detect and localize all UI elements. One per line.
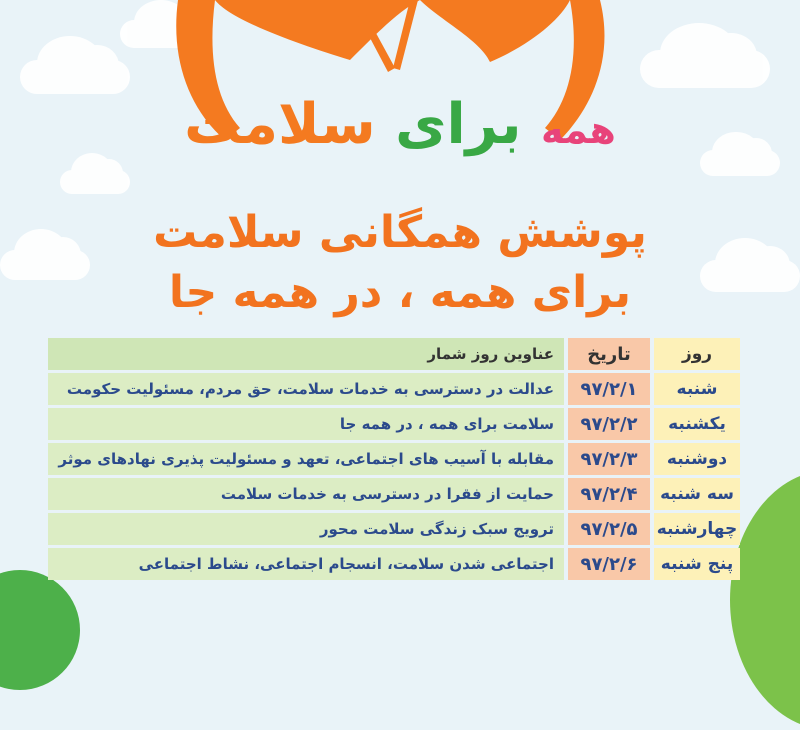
row-title: ترویج سبک زندگی سلامت محور — [48, 513, 564, 545]
row-title: مقابله با آسیب های اجتماعی، تعهد و مسئولیت پذیری نهادهای موثر — [48, 443, 564, 475]
title-word-3: همه — [541, 108, 616, 152]
header-date: تاریخ — [568, 338, 650, 370]
row-day: یکشنبه — [654, 408, 740, 440]
row-day: پنج شنبه — [654, 548, 740, 580]
table-row — [48, 443, 740, 475]
row-title: اجتماعی شدن سلامت، انسجام اجتماعی، نشاط اجتماعی — [48, 548, 564, 580]
table-row — [48, 548, 740, 580]
subtitle-line-2: برای همه ، در همه جا — [168, 267, 632, 318]
subtitle-line-1: پوشش همگانی سلامت — [153, 207, 647, 258]
header-title: عناوین روز شمار — [48, 338, 564, 370]
row-day: دوشنبه — [654, 443, 740, 475]
row-title: حمایت از فقرا در دسترسی به خدمات سلامت — [48, 478, 564, 510]
row-day: چهارشنبه — [654, 513, 740, 545]
table-header-row — [48, 338, 740, 370]
row-title: عدالت در دسترسی به خدمات سلامت، حق مردم، مسئولیت حکومت — [48, 373, 564, 405]
title-word-1: سلامت — [184, 92, 376, 157]
hill-decoration — [0, 570, 80, 690]
row-day: شنبه — [654, 373, 740, 405]
hill-decoration — [730, 470, 800, 730]
row-title: سلامت برای همه ، در همه جا — [48, 408, 564, 440]
row-date: ۹۷/۲/۳ — [568, 443, 650, 475]
row-date: ۹۷/۲/۱ — [568, 373, 650, 405]
row-date: ۹۷/۲/۶ — [568, 548, 650, 580]
row-day: سه شنبه — [654, 478, 740, 510]
row-date: ۹۷/۲/۵ — [568, 513, 650, 545]
row-date: ۹۷/۲/۴ — [568, 478, 650, 510]
table-row — [48, 478, 740, 510]
main-title — [0, 90, 800, 165]
table-row — [48, 373, 740, 405]
schedule-table — [48, 338, 740, 583]
header-day: روز — [654, 338, 740, 370]
row-date: ۹۷/۲/۲ — [568, 408, 650, 440]
table-row — [48, 513, 740, 545]
title-word-2: برای — [395, 92, 522, 157]
table-row — [48, 408, 740, 440]
